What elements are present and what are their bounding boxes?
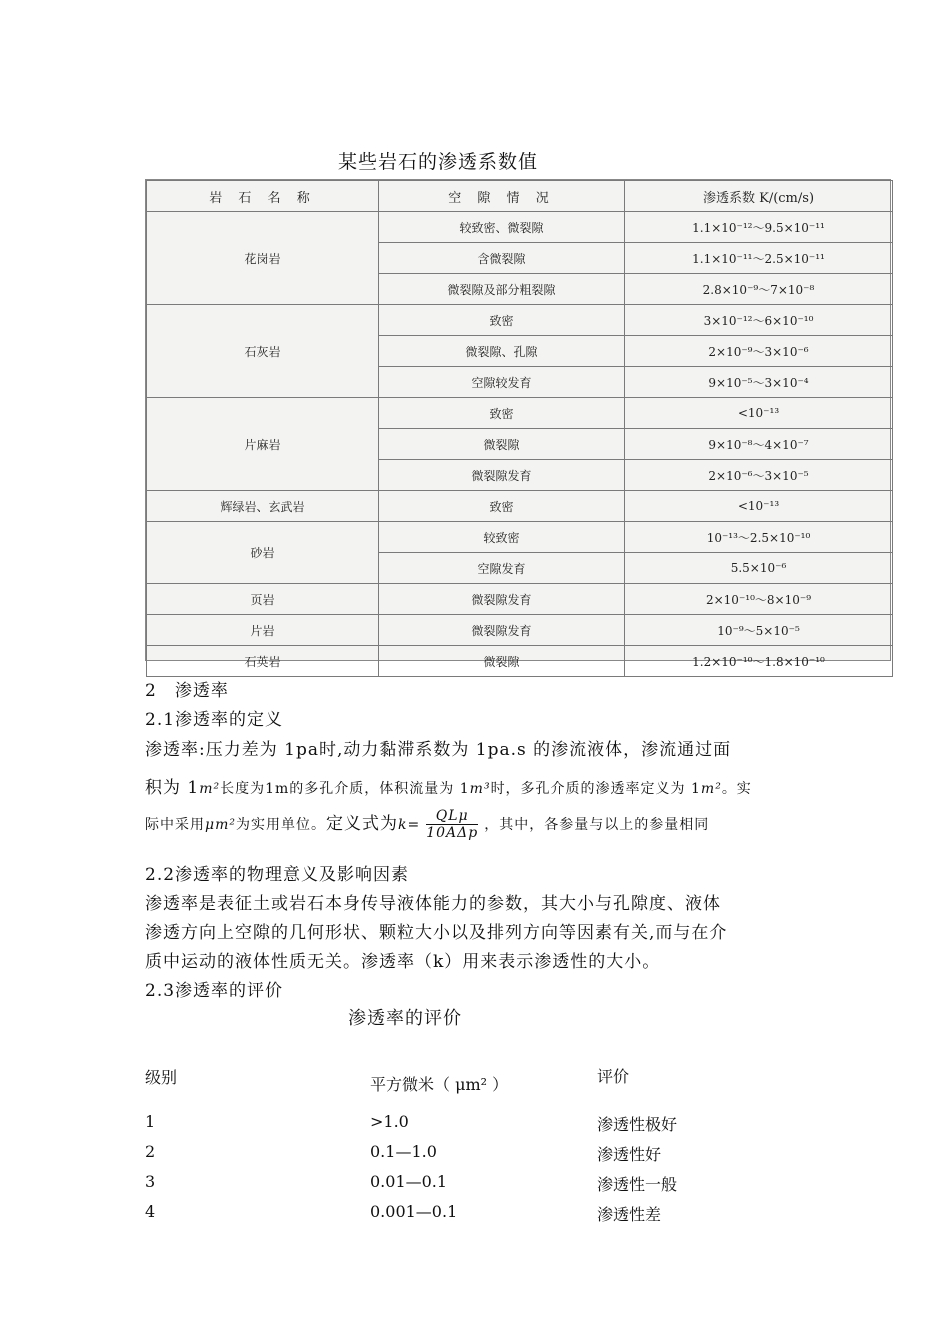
range-cell: 0.1—1.0 — [370, 1142, 437, 1161]
header-pore: 空 隙 情 况 — [379, 181, 625, 212]
pore-cell: 较致密、微裂隙 — [379, 212, 625, 243]
pore-cell: 致密 — [379, 305, 625, 336]
range-cell: >1.0 — [370, 1112, 409, 1131]
text-run: 际中采用 — [145, 817, 205, 833]
paragraph-line — [145, 808, 709, 841]
text-run: 为实用单位。 — [236, 817, 326, 833]
paragraph-line: 渗透率是表征土或岩石本身传导液体能力的参数，其大小与孔隙度、液体 — [145, 894, 721, 914]
header-rock: 岩 石 名 称 — [147, 181, 379, 212]
rock-name: 石英岩 — [147, 646, 379, 677]
k-cell: 10⁻¹³～2.5×10⁻¹⁰ — [625, 522, 893, 553]
pore-cell: 含微裂隙 — [379, 243, 625, 274]
text-run: 定义式为 — [326, 814, 398, 834]
paragraph-line — [145, 773, 752, 798]
k-cell: 3×10⁻¹²～6×10⁻¹⁰ — [625, 305, 893, 336]
text-run: 。实 — [721, 781, 752, 797]
paragraph-line: 质中运动的液体性质无关。渗透率（k）用来表示渗透性的大小。 — [145, 952, 661, 972]
k-cell: 1.2×10⁻¹⁰～1.8×10⁻¹⁰ — [625, 646, 893, 677]
section-2-1-heading: 2.1渗透率的定义 — [145, 710, 284, 730]
permeability-formula — [426, 808, 478, 841]
k-cell: 9×10⁻⁸～4×10⁻⁷ — [625, 429, 893, 460]
table2-title: 渗透率的评价 — [348, 1008, 462, 1029]
header-unit: 平方微米（ μm² ） — [370, 1075, 509, 1094]
rock-name: 片岩 — [147, 615, 379, 646]
pore-cell: 致密 — [379, 491, 625, 522]
k-cell: 1.1×10⁻¹¹～2.5×10⁻¹¹ — [625, 243, 893, 274]
pore-cell: 空隙较发育 — [379, 367, 625, 398]
text-run: ，其中，各参量与以上的参量相同 — [484, 817, 710, 833]
k-cell: <10⁻¹³ — [625, 398, 893, 429]
pore-cell: 微裂隙 — [379, 429, 625, 460]
pore-cell: 微裂隙、孔隙 — [379, 336, 625, 367]
range-cell: 0.01—0.1 — [370, 1172, 448, 1191]
pore-cell: 微裂隙发育 — [379, 615, 625, 646]
level-cell: 1 — [145, 1112, 156, 1131]
text-run: 长度为1m的多孔介质，体积流量为 1 — [220, 781, 470, 797]
pore-cell: 微裂隙 — [379, 646, 625, 677]
rock-name: 砂岩 — [147, 522, 379, 584]
text-run: 积为 1 — [145, 778, 200, 798]
pore-cell: 微裂隙发育 — [379, 460, 625, 491]
level-cell: 2 — [145, 1142, 156, 1161]
section-2-2-heading: 2.2渗透率的物理意义及影响因素 — [145, 865, 410, 885]
rock-name: 花岗岩 — [147, 212, 379, 305]
formula-denominator: 10AΔp — [426, 825, 479, 841]
k-cell: 2×10⁻¹⁰～8×10⁻⁹ — [625, 584, 893, 615]
formula-numerator: QLμ — [426, 808, 478, 825]
level-cell: 4 — [145, 1202, 156, 1221]
k-cell: 5.5×10⁻⁶ — [625, 553, 893, 584]
rating-cell: 渗透性一般 — [597, 1175, 678, 1194]
unit-m2: m² — [700, 781, 722, 797]
rock-name: 辉绿岩、玄武岩 — [147, 491, 379, 522]
k-cell: 9×10⁻⁵～3×10⁻⁴ — [625, 367, 893, 398]
paragraph-line: 渗透率:压力差为 1pa时,动力黏滞系数为 1pa.s 的渗流液体，渗流通过面 — [145, 740, 732, 760]
k-cell: 1.1×10⁻¹²～9.5×10⁻¹¹ — [625, 212, 893, 243]
level-cell: 3 — [145, 1172, 156, 1191]
pore-cell: 致密 — [379, 398, 625, 429]
rock-name: 石灰岩 — [147, 305, 379, 398]
pore-cell: 较致密 — [379, 522, 625, 553]
pore-cell: 微裂隙及部分粗裂隙 — [379, 274, 625, 305]
k-cell: 2×10⁻⁶～3×10⁻⁵ — [625, 460, 893, 491]
text-run: 时，多孔介质的渗透率定义为 1 — [490, 781, 701, 797]
rock-name: 页岩 — [147, 584, 379, 615]
k-cell: <10⁻¹³ — [625, 491, 893, 522]
table1-title: 某些岩石的渗透系数值 — [338, 151, 539, 173]
rating-cell: 渗透性好 — [597, 1145, 662, 1164]
header-k: 渗透系数 K/(cm/s) — [625, 181, 893, 212]
header-level: 级别 — [145, 1068, 178, 1087]
unit-m2: m² — [199, 781, 221, 797]
rating-cell: 渗透性差 — [597, 1205, 662, 1224]
pore-cell: 微裂隙发育 — [379, 584, 625, 615]
rock-permeability-table — [145, 179, 891, 669]
k-cell: 10⁻⁹～5×10⁻⁵ — [625, 615, 893, 646]
formula-lhs: k= — [398, 817, 421, 833]
rating-cell: 渗透性极好 — [597, 1115, 678, 1134]
unit-m3: m³ — [469, 781, 491, 797]
rock-name: 片麻岩 — [147, 398, 379, 491]
pore-cell: 空隙发育 — [379, 553, 625, 584]
section-2-heading: 2 渗透率 — [145, 681, 229, 701]
k-cell: 2.8×10⁻⁹～7×10⁻⁸ — [625, 274, 893, 305]
range-cell: 0.001—0.1 — [370, 1202, 458, 1221]
unit-um2: μm² — [205, 817, 236, 833]
k-cell: 2×10⁻⁹～3×10⁻⁶ — [625, 336, 893, 367]
paragraph-line: 渗透方向上空隙的几何形状、颗粒大小以及排列方向等因素有关,而与在介 — [145, 923, 728, 943]
header-rating: 评价 — [597, 1067, 630, 1086]
section-2-3-heading: 2.3渗透率的评价 — [145, 981, 284, 1001]
